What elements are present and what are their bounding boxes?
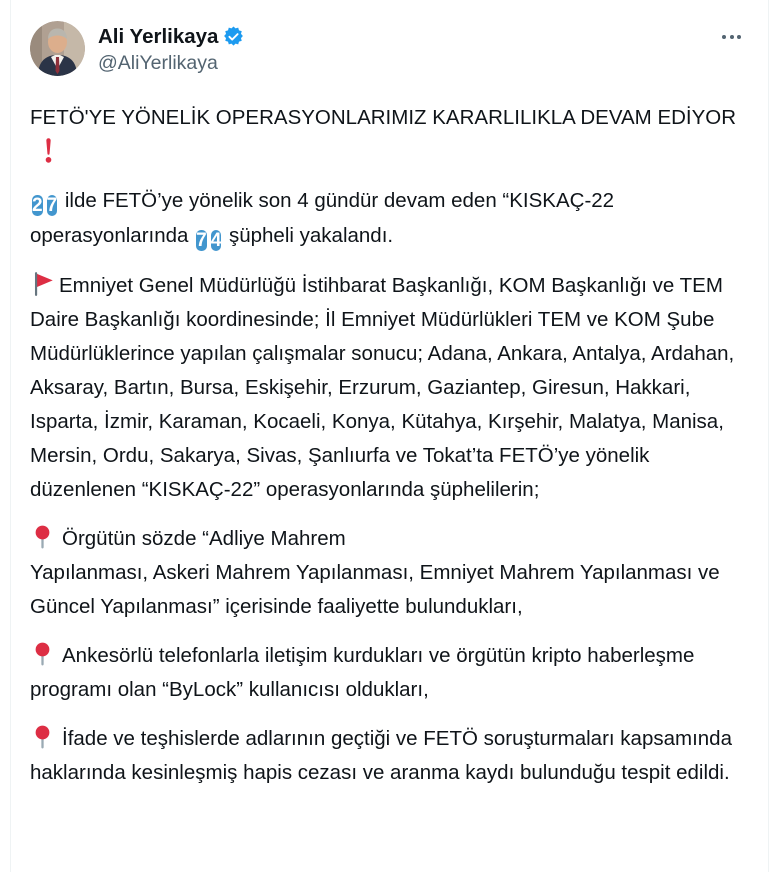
keycap-2-icon: 2 <box>32 195 43 216</box>
more-ellipsis-icon <box>737 35 741 39</box>
triangular-flag-icon <box>30 271 56 297</box>
keycap-4-icon: 4 <box>210 230 222 251</box>
tweet-paragraph: Örgütün sözde “Adliye Mahrem Yapılanması, Askeri Mahrem Yapılanması, Emniyet Mahrem Yapılanması ve Güncel Yapılanması” içerisinde faaliyette bulundukları, <box>30 527 720 618</box>
tweet-paragraph: FETÖ'YE YÖNELİK OPERASYONLARIMIZ KARARLILIKLA DEVAM EDİYOR <box>30 101 749 169</box>
tweet-paragraph: Emniyet Genel Müdürlüğü İstihbarat Başkanlığı, KOM Başkanlığı ve TEM Daire Başkanlığı koordinesinde; İl Emniyet Müdürlükleri TEM ve KOM Şube Müdürlüklerince yapılan çalışmalar sonucu; Adana, Ankara, Antalya, Ardahan, Aksaray, Bartın, Bursa, Eskişehir, Erzurum, Gaziantep, Giresun, Hakkari, Isparta, İzmir, Karaman, Kocaeli, Konya, Kütahya, Kırşehir, Malatya, Manisa, Mersin, Ordu, Sakarya, Sivas, Şanlıurfa ve Tokat’ta FETÖ’ye yönelik düzenlenen “KISKAÇ-22” operasyonlarında şüphelilerin; <box>30 269 749 507</box>
name-row <box>98 24 244 49</box>
keycap-7-icon: 7 <box>46 195 58 216</box>
more-ellipsis-icon <box>722 35 726 39</box>
avatar[interactable] <box>30 21 85 76</box>
keycap-7-icon: 7 <box>196 230 207 251</box>
more-button[interactable] <box>716 29 747 45</box>
user-handle[interactable]: @AliYerlikaya <box>98 52 218 74</box>
tweet-header <box>30 0 749 76</box>
display-name[interactable]: Ali Yerlikaya <box>98 25 219 48</box>
tweet-text <box>30 101 749 790</box>
avatar-image <box>30 21 85 76</box>
verified-badge-icon <box>223 26 244 47</box>
round-pushpin-icon <box>30 642 55 667</box>
exclamation-mark-icon <box>36 138 61 163</box>
round-pushpin-icon <box>30 525 55 550</box>
tweet-paragraph: Ankesörlü telefonlarla iletişim kurdukları ve örgütün kripto haberleşme programı olan “ByLock” kullanıcısı oldukları, <box>30 644 695 701</box>
identity-block <box>98 21 244 75</box>
round-pushpin-icon <box>30 725 55 750</box>
tweet-paragraph: 2 7 ilde FETÖ’ye yönelik son 4 gündür devam eden “KISKAÇ-22 operasyonlarında 7 4 şüpheli yakalandı. <box>30 189 615 251</box>
tweet-paragraph: İfade ve teşhislerde adlarının geçtiği ve FETÖ soruşturmaları kapsamında haklarında kesinleşmiş hapis cezası ve aranma kaydı bulunduğu tespit edildi. <box>30 727 732 784</box>
more-ellipsis-icon <box>730 35 734 39</box>
tweet-card <box>10 0 769 872</box>
